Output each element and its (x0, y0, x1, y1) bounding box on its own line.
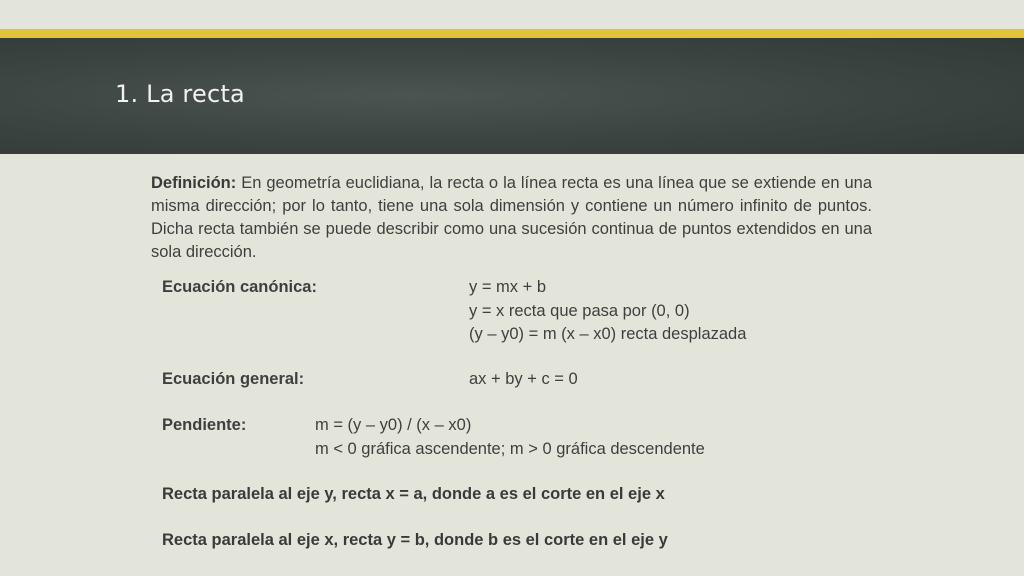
accent-bar (0, 29, 1024, 38)
definition-text: En geometría euclidiana, la recta o la línea recta es una línea que se extiende en una misma dirección; por lo tanto, tiene una sola dimensión y contiene un número infinito de puntos. Dicha recta también se puede describir como una sucesión continua de puntos extendidos en una sola dirección. (151, 174, 872, 261)
canonical-line-1: y = mx + b (469, 278, 547, 296)
slope-label: Pendiente: (162, 416, 247, 434)
slide-title: 1. La recta (115, 80, 245, 108)
definition-label: Definición: (151, 174, 237, 192)
definition-paragraph (151, 172, 872, 264)
slope-line-2: m < 0 gráfica ascendente; m > 0 gráfica descendente (315, 439, 705, 458)
parallel-x-line: Recta paralela al eje x, recta y = b, donde b es el corte en el eje y (162, 531, 668, 549)
canonical-line-2: y = x recta que pasa por (0, 0) (469, 301, 690, 320)
slope-line-1: m = (y – y0) / (x – x0) (315, 416, 472, 434)
canonical-line-3: (y – y0) = m (x – x0) recta desplazada (469, 325, 747, 343)
parallel-y-line: Recta paralela al eje y, recta x = a, donde a es el corte en el eje x (162, 485, 665, 503)
canonical-equation-label: Ecuación canónica: (162, 278, 317, 296)
general-equation-label: Ecuación general: (162, 370, 305, 388)
general-line-1: ax + by + c = 0 (469, 370, 578, 388)
top-strip (0, 0, 1024, 29)
